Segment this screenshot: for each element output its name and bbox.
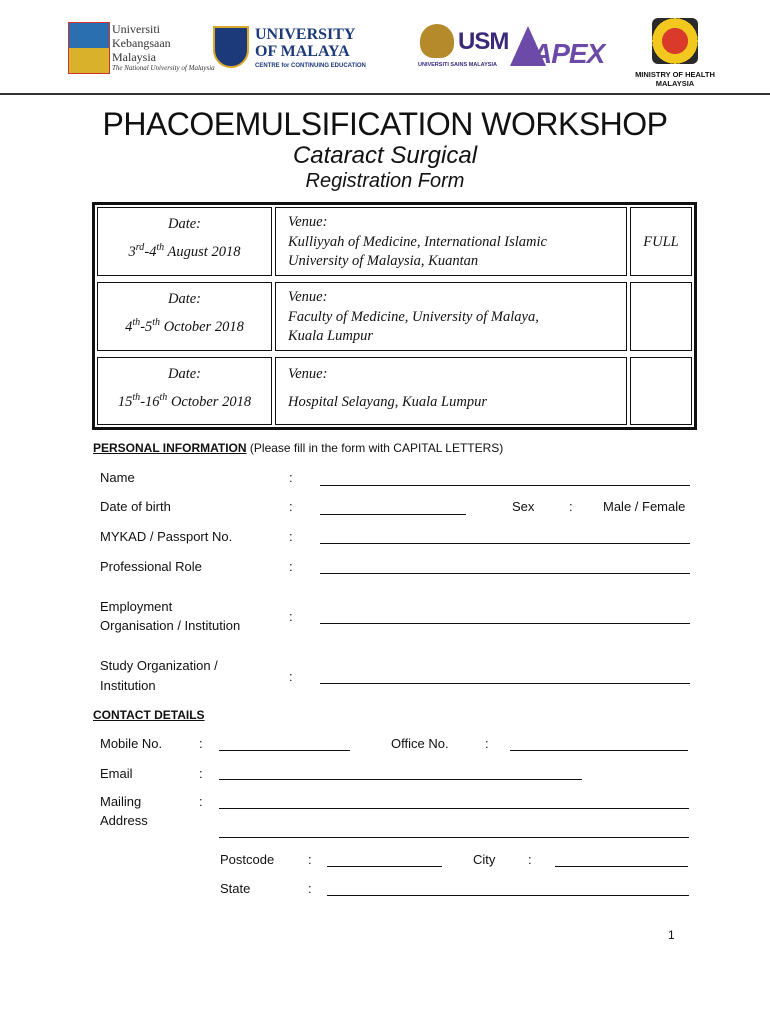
session-date-cell: [97, 357, 272, 425]
moh-name-line1: MINISTRY OF HEALTH: [635, 70, 715, 79]
postcode-field[interactable]: [327, 866, 442, 867]
employment-label-line1: Employment: [100, 599, 173, 614]
mailing-label-line2: Address: [100, 813, 148, 828]
personal-info-heading: PERSONAL INFORMATION (Please fill in the form with CAPITAL LETTERS): [93, 441, 504, 455]
name-label: Name: [100, 470, 135, 485]
mailing-label-line1: Mailing: [100, 794, 142, 809]
session-venue-label: Venue:: [288, 289, 328, 305]
name-colon: :: [289, 470, 293, 485]
address-field-line1[interactable]: [219, 808, 689, 809]
page-title: PHACOEMULSIFICATION WORKSHOP: [102, 106, 668, 142]
office-colon: :: [485, 736, 489, 751]
state-colon: :: [308, 881, 312, 896]
study-label-line1: Study Organization /: [100, 658, 218, 673]
city-label: City: [473, 852, 496, 867]
apex-mark: APEX: [532, 38, 605, 69]
city-field[interactable]: [555, 866, 688, 867]
page-subtitle: Cataract Surgical: [292, 142, 478, 169]
session-status-cell[interactable]: [630, 207, 692, 276]
page-number: 1: [668, 928, 675, 942]
ukm-tagline: The National University of Malaysia: [112, 64, 215, 72]
session-table: [92, 202, 697, 430]
moh-logo: [630, 18, 720, 90]
employment-label-line2: Organisation / Institution: [100, 618, 241, 633]
moh-name-line2: MALAYSIA: [655, 79, 695, 88]
office-field[interactable]: [510, 750, 688, 751]
usm-crest-icon: [420, 24, 454, 58]
session-date-label: Date:: [167, 291, 201, 307]
office-label: Office No.: [391, 736, 449, 751]
mykad-label: MYKAD / Passport No.: [100, 529, 233, 544]
session-select-box[interactable]: [630, 282, 692, 351]
email-colon: :: [199, 766, 203, 781]
session-venue-line2: University of Malaysia, Kuantan: [288, 253, 479, 269]
mobile-label: Mobile No.: [100, 736, 163, 751]
mobile-field[interactable]: [219, 750, 350, 751]
session-venue-label: Venue:: [288, 366, 328, 382]
session-venue-line1: Kulliyyah of Medicine, International Islamic: [288, 234, 547, 250]
sex-colon: :: [569, 499, 573, 514]
session-date: 4th-5th October 2018: [125, 317, 244, 335]
usm-mark: USM: [458, 28, 509, 55]
sex-label: Sex: [512, 499, 535, 514]
session-date-cell: [97, 207, 272, 276]
um-name-line1: UNIVERSITY: [255, 26, 356, 43]
name-field[interactable]: [320, 485, 690, 486]
form-name: Registration Form: [305, 170, 465, 192]
session-venue-line1: Hospital Selayang, Kuala Lumpur: [288, 394, 487, 410]
session-date-label: Date:: [167, 216, 201, 232]
email-field[interactable]: [219, 779, 582, 780]
usm-caption: UNIVERSITI SAINS MALAYSIA: [418, 62, 497, 68]
role-colon: :: [289, 559, 293, 574]
address-field-line2[interactable]: [219, 837, 689, 838]
usm-logo: [418, 18, 509, 73]
postcode-label: Postcode: [220, 852, 275, 867]
mykad-colon: :: [289, 529, 293, 544]
role-field[interactable]: [320, 573, 690, 574]
apex-logo: [510, 18, 608, 73]
mailing-colon: :: [199, 794, 203, 809]
um-shield-icon: [213, 26, 249, 68]
postcode-colon: :: [308, 852, 312, 867]
mobile-colon: :: [199, 736, 203, 751]
state-field[interactable]: [327, 895, 689, 896]
um-centre: CENTRE for CONTINUING EDUCATION: [255, 63, 366, 69]
ukm-logo: [68, 18, 215, 78]
session-venue-label: Venue:: [288, 214, 328, 230]
sex-options[interactable]: Male / Female: [603, 499, 686, 514]
session-date: 3rd-4th August 2018: [128, 242, 241, 260]
ukm-name-line1: Universiti: [112, 22, 160, 36]
session-date-cell: [97, 282, 272, 351]
session-venue-cell: [275, 207, 627, 276]
employment-field[interactable]: [320, 623, 690, 624]
session-date: 15th-16th October 2018: [117, 392, 252, 410]
session-date-label: Date:: [167, 366, 201, 382]
dob-label: Date of birth: [100, 499, 171, 514]
session-status: FULL: [643, 234, 679, 250]
city-colon: :: [528, 852, 532, 867]
um-name-line2: OF MALAYA: [255, 43, 350, 60]
ukm-crest-icon: [68, 22, 110, 74]
mykad-field[interactable]: [320, 543, 690, 544]
study-colon: :: [289, 669, 293, 684]
contact-heading: CONTACT DETAILS: [93, 708, 205, 722]
role-label: Professional Role: [100, 559, 202, 574]
ukm-name-line3: Malaysia: [112, 50, 156, 64]
session-venue-line1: Faculty of Medicine, University of Malaya,: [288, 309, 539, 325]
dob-field[interactable]: [320, 514, 466, 515]
study-field[interactable]: [320, 683, 690, 684]
dob-colon: :: [289, 499, 293, 514]
session-select-box[interactable]: [630, 357, 692, 425]
email-label: Email: [100, 766, 133, 781]
session-venue-cell: [275, 282, 627, 351]
state-label: State: [220, 881, 251, 896]
ukm-name-line2: Kebangsaan: [112, 36, 171, 50]
employment-colon: :: [289, 609, 293, 624]
um-logo: [213, 18, 373, 78]
moh-crest-icon: [652, 18, 698, 64]
header-divider: [0, 93, 770, 95]
session-venue-line2: Kuala Lumpur: [288, 328, 374, 344]
session-venue-cell: [275, 357, 627, 425]
study-label-line2: Institution: [100, 678, 156, 693]
